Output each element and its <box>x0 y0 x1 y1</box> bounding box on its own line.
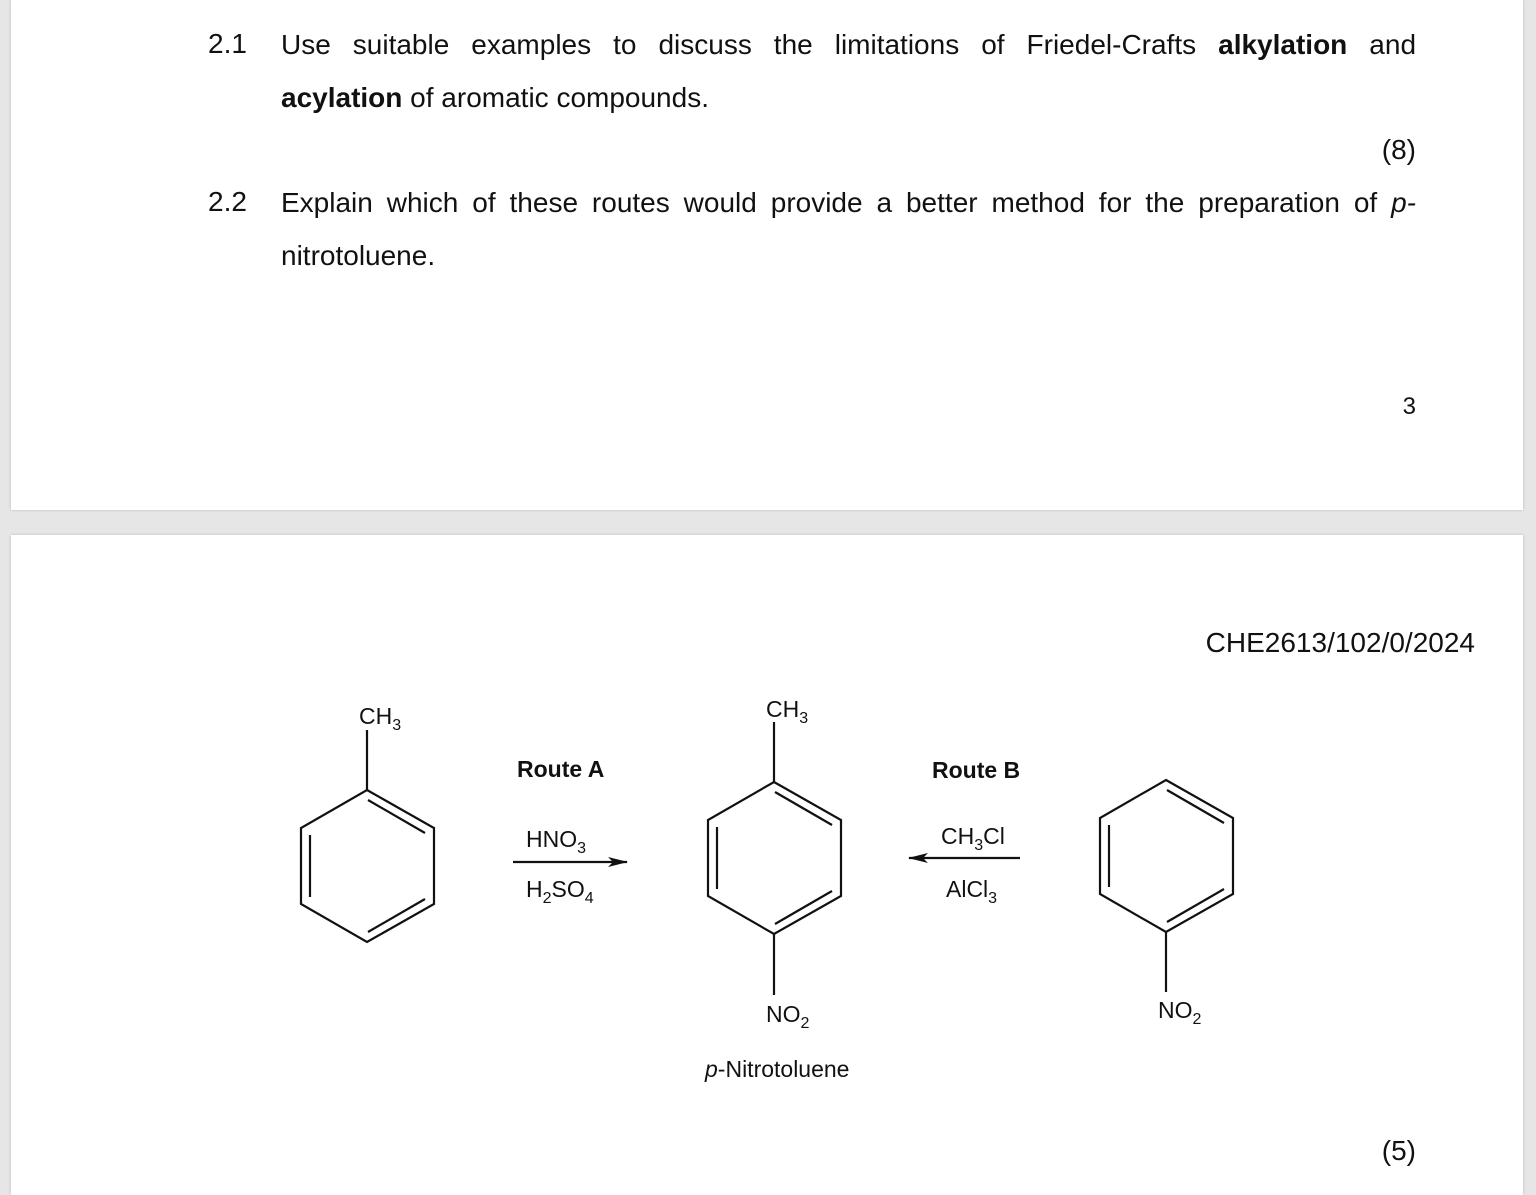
q22-text-a: Explain which of these routes would provide a better method for the preparation of <box>281 187 1378 218</box>
q22-italic-p: p- <box>1391 187 1416 218</box>
route-a-label: Route A <box>517 756 605 782</box>
q22-line1 <box>281 176 1416 229</box>
route-a-reagent-h2so4: $H_2SO_4$ <box>526 876 594 907</box>
product-no2-label: $NO_2$ <box>766 1001 810 1032</box>
page-4 <box>11 535 1523 1195</box>
toluene-ch3-label: $CH_3$ <box>359 703 402 734</box>
product-ring <box>708 782 841 934</box>
q21-bold-alkylation: alkylation <box>1218 29 1348 60</box>
toluene-double-bond <box>368 899 425 932</box>
q22-marks: (5) <box>1381 1135 1416 1166</box>
toluene-double-bond <box>368 800 425 833</box>
q21-text-a: Use suitable examples to discuss the limitations of Friedel-Crafts <box>281 29 1197 60</box>
product-ch3-label: $CH_3$ <box>766 696 809 727</box>
q21-marks: (8) <box>1381 134 1416 165</box>
product-double-bond <box>775 792 832 825</box>
nitrobenzene-ring <box>1100 780 1233 932</box>
q22-line2: nitrotoluene. <box>281 240 436 271</box>
q21-bold-acylation: acylation <box>281 82 403 113</box>
nitrobenzene-double-bond <box>1167 889 1224 922</box>
nitrobenzene-structure <box>1100 780 1233 992</box>
q21-line2 <box>281 71 709 124</box>
q21-line1 <box>281 18 1416 71</box>
q21-text-b: of aromatic compounds. <box>410 82 709 113</box>
nitrobenzene-no2-label: $NO_2$ <box>1158 997 1202 1028</box>
q22-number: 2.2 <box>208 186 247 217</box>
page-3 <box>11 0 1523 510</box>
route-b-label: Route B <box>932 757 1021 783</box>
page-number: 3 <box>1402 393 1416 420</box>
q21-number: 2.1 <box>208 28 247 59</box>
route-b-reagent-alcl3: AlCl$_3$ <box>946 876 998 907</box>
document-code: CHE2613/102/0/2024 <box>1205 627 1475 658</box>
q21-text-and: and <box>1369 29 1417 60</box>
toluene-ring <box>301 790 434 942</box>
route-b-reagent-ch3cl: $CH_3Cl$ <box>941 823 1005 854</box>
toluene-structure <box>301 730 434 942</box>
reaction-scheme <box>11 535 1523 1195</box>
nitrobenzene-double-bond <box>1167 790 1224 823</box>
p-nitrotoluene-structure <box>708 722 841 995</box>
product-name: p-Nitrotoluene <box>705 1056 850 1082</box>
route-a-reagent-hno3: $HNO_3$ <box>526 826 587 857</box>
product-double-bond <box>775 891 832 924</box>
